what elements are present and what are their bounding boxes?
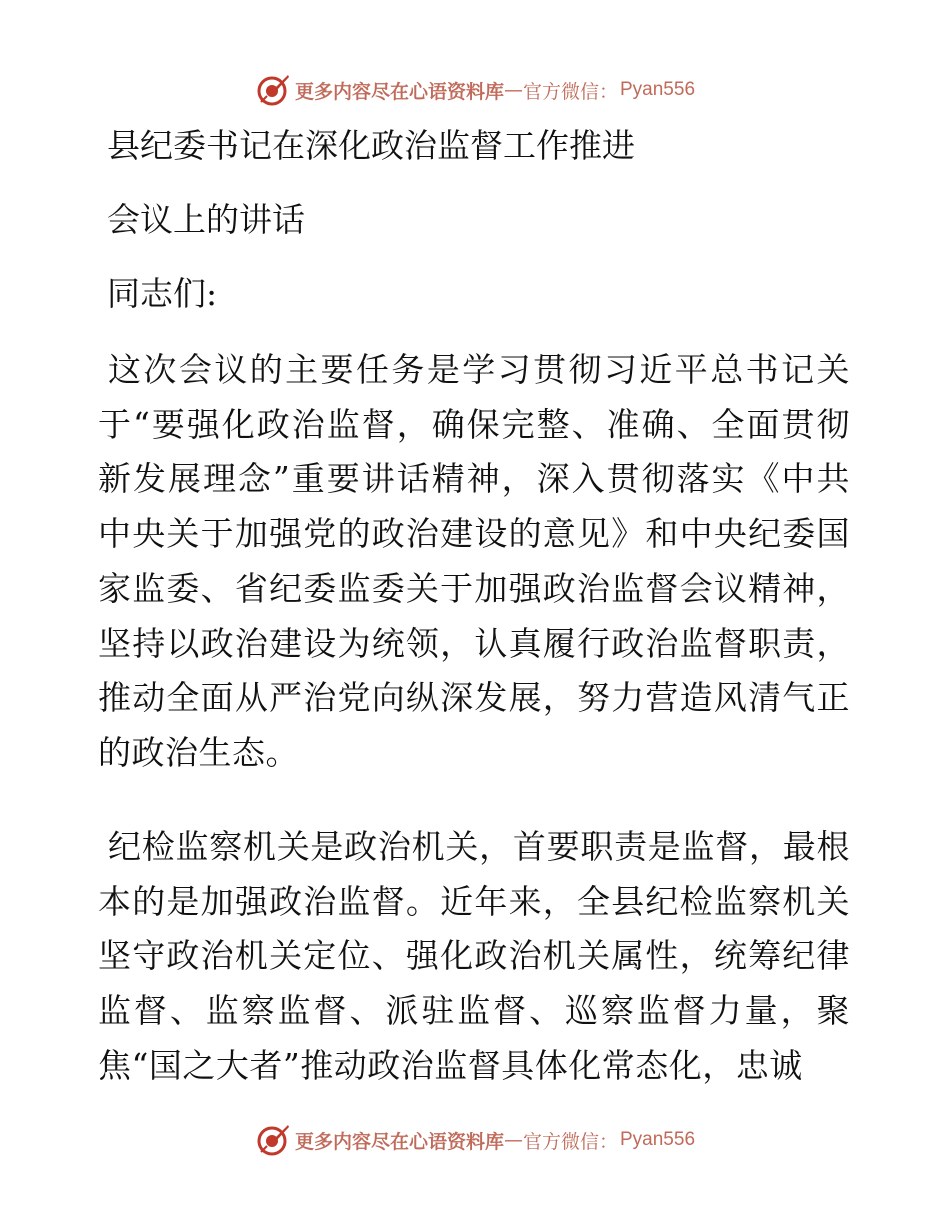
banner-wechat-label: 官方微信： <box>522 80 618 103</box>
footer-banner <box>0 1120 950 1160</box>
salutation: 同志们: <box>107 274 218 313</box>
banner-wechat-id: Pyan556 <box>620 79 696 100</box>
document-title-line1: 县纪委书记在深化政治监督工作推进 <box>107 126 635 165</box>
quill-seal-logo-icon <box>255 1122 291 1158</box>
document-title-line2: 会议上的讲话 <box>107 200 305 239</box>
paragraph-2: 纪检监察机关是政治机关，首要职责是监督，最根本的是加强政治监督。近年来，全县纪检监察机关坚守政治机关定位、强化政治机关属性，统筹纪律监督、监察监督、派驻监督、巡察监督力量，聚焦“国之大者”推动政治监督具体化常态化，忠诚 <box>98 827 850 1085</box>
paragraph-1: 这次会议的主要任务是学习贯彻习近平总书记关于“要强化政治监督，确保完整、准确、全面贯彻新发展理念”重要讲话精神，深入贯彻落实《中共中央关于加强党的政治建设的意见》和中央纪委国家监委、省纪委监委关于加强政治监督会议精神，坚持以政治建设为统领，认真履行政治监督职责，推动全面从严治党向纵深发展，努力营造风清气正的政治生态。 <box>98 350 850 772</box>
banner-main-text: 更多内容尽在心语资料库 <box>294 80 504 103</box>
quill-seal-logo-icon <box>255 72 291 108</box>
banner-wechat-id: Pyan556 <box>620 1129 696 1150</box>
banner-wechat-label: 官方微信： <box>522 1130 618 1153</box>
banner-separator: — <box>503 79 523 101</box>
banner-separator: — <box>503 1129 523 1151</box>
banner-main-text: 更多内容尽在心语资料库 <box>294 1130 504 1153</box>
header-banner <box>0 70 950 110</box>
